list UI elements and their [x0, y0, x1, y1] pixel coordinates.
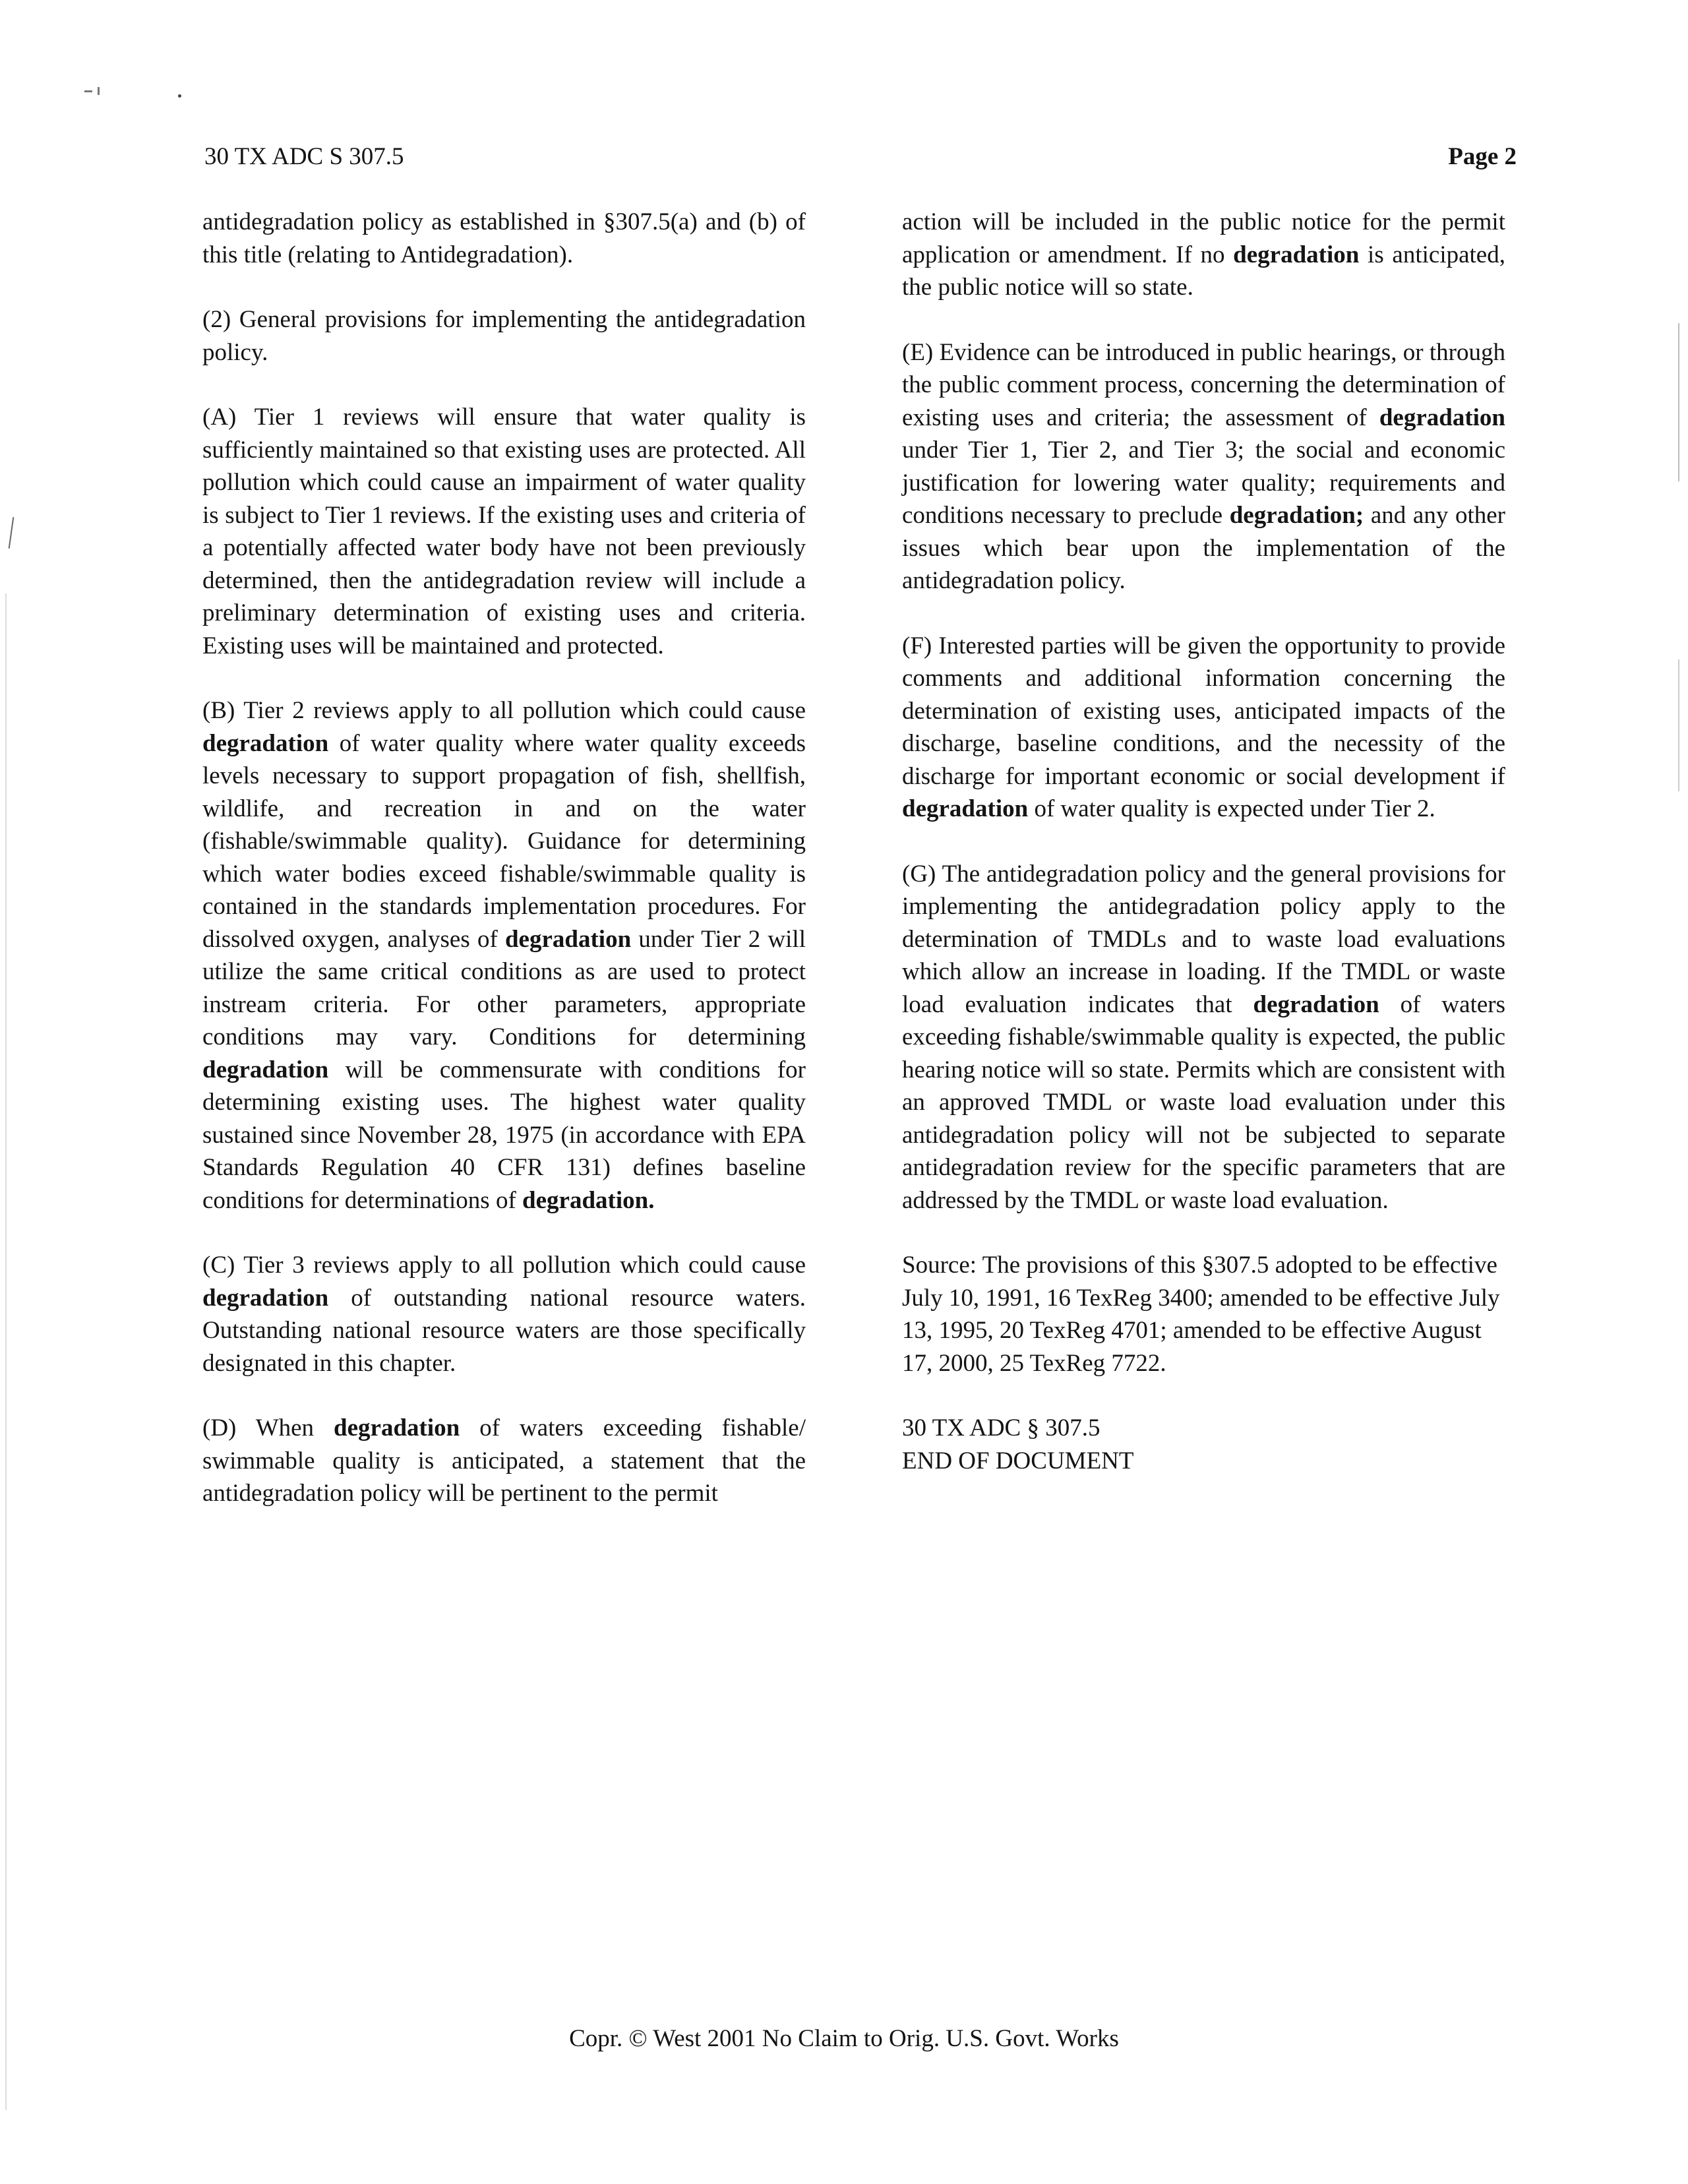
right-column [902, 206, 1505, 1509]
scan-mark [1678, 323, 1679, 481]
text-run: of waters exceeding fishable/swimmable quality is expected, the public hearing notice will so state. Permits which are consistent with an approved TMDL or waste load evaluation under this antidegradation policy will not be subjected to separate antidegradation review for the specific parameters that are addressed by the TMDL or waste load evaluation. [902, 990, 1505, 1214]
text-run: of water quality is expected under Tier 2. [1028, 795, 1435, 822]
paragraph [902, 336, 1505, 597]
citation-header: 30 TX ADC S 307.5 [204, 143, 404, 170]
source-note [902, 1249, 1505, 1380]
text-run: of waters exceeding fishable/ swimmable quality is anticipated, a statement that the antidegradation policy will be pertinent to the permit [202, 1414, 806, 1507]
text-run: action will be included in the public notice for the permit application or amendment. If no [902, 208, 1505, 268]
text-run: of outstanding national resource waters. Outstanding national resource waters are those specifically designated in this chapter. [202, 1284, 806, 1377]
bold-term: degradation [902, 795, 1029, 822]
page-number: Page 2 [1448, 143, 1517, 170]
bold-term: degradation [202, 1056, 329, 1083]
bold-term: degradation; [1229, 502, 1364, 529]
copyright-footer: Copr. © West 2001 No Claim to Orig. U.S. Govt. Works [569, 2025, 1119, 2052]
end-of-document: END OF DOCUMENT [902, 1447, 1134, 1474]
paragraph [202, 1412, 806, 1510]
text-run: (C) Tier 3 reviews apply to all pollution which could cause [202, 1252, 806, 1279]
left-column [202, 206, 806, 1542]
bold-term: degradation [1253, 990, 1379, 1018]
scan-mark [5, 593, 7, 2110]
end-citation: 30 TX ADC § 307.5 [902, 1414, 1100, 1441]
text-run: (2) General provisions for implementing the antidegradation policy. [202, 306, 806, 366]
paragraph [202, 206, 806, 271]
paragraph [902, 630, 1505, 826]
text-run: (G) The antidegradation policy and the general provisions for implementing the antidegradation policy apply to the determination of TMDLs and to waste load evaluations which allow an increase in loading. If the TMDL or waste load evaluation indicates that [902, 860, 1505, 1018]
text-run: (B) Tier 2 reviews apply to all pollution which could cause [202, 697, 806, 724]
text-run: and any other issues which bear upon the implementation of the antidegradation policy. [902, 502, 1505, 594]
bold-term: degradation. [522, 1186, 655, 1214]
scan-mark [178, 94, 181, 98]
text-run: (F) Interested parties will be given the opportunity to provide comments and additional information concerning the determination of existing uses, anticipated impacts of the discharge, baseline conditions, and the necessity of the discharge for important economic or social development if [902, 632, 1505, 790]
paragraph [202, 303, 806, 369]
bold-term: degradation [202, 729, 329, 757]
text-run: will be commensurate with conditions for determining existing uses. The highest water quality sustained since November 28, 1975 (in accordance with EPA Standards Regulation 40 CFR 131) defines baseline conditions for determinations of [202, 1056, 806, 1214]
text-run: under Tier 2 will utilize the same critical conditions as are used to protect instream criteria. For other parameters, appropriate conditions may vary. Conditions for determining [202, 925, 806, 1050]
paragraph [202, 694, 806, 1217]
scan-mark [9, 517, 15, 549]
scan-mark [84, 90, 92, 92]
text-run: antidegradation policy as established in §307.5(a) and (b) of this title (relating to Antidegradation). [202, 208, 806, 268]
scan-mark [1678, 659, 1679, 791]
text-run: (E) Evidence can be introduced in public hearings, or through the public comment process, concerning the determination of existing uses and criteria; the assessment of [902, 338, 1505, 431]
bold-term: degradation [1379, 404, 1505, 431]
text-run: (D) When [202, 1414, 334, 1441]
text-run: (A) Tier 1 reviews will ensure that water quality is sufficiently maintained so that existing uses are protected. All pollution which could cause an impairment of water quality is subject to Tier 1 reviews. If the existing uses and criteria of a potentially affected water body have not been previously determined, then the antidegradation review will include a preliminary determination of existing uses and criteria. Existing uses will be maintained and protected. [202, 404, 806, 659]
text-run: under Tier 1, Tier 2, and Tier 3; the social and economic justification for lowering water quality; requirements and conditions necessary to preclude [902, 437, 1505, 529]
scan-mark [98, 87, 100, 95]
paragraph [202, 401, 806, 662]
paragraph [902, 206, 1505, 304]
text-run: is anticipated, the public notice will so state. [902, 241, 1505, 301]
paragraph [202, 1249, 806, 1380]
bold-term: degradation [334, 1414, 460, 1441]
bold-term: degradation [504, 925, 632, 953]
bold-term: degradation [1233, 241, 1360, 268]
bold-term: degradation [202, 1284, 329, 1312]
paragraph [902, 858, 1505, 1217]
document-end [902, 1412, 1505, 1477]
text-run: of water quality where water quality exceeds levels necessary to support propagation of fish, shellfish, wildlife, and recreation in and on the water (fishable/swimmable quality). Guidance for determining which water bodies exceed fishable/swimmable quality is contained in the standards implementation procedures. For dissolved oxygen, analyses of [202, 729, 806, 953]
text-run: Source: The provisions of this §307.5 adopted to be effective July 10, 1991, 16 TexReg 3400; amended to be effective July 13, 1995, 20 TexReg 4701; amended to be effective August 17, 2000, 25 TexReg 7722. [902, 1252, 1500, 1377]
